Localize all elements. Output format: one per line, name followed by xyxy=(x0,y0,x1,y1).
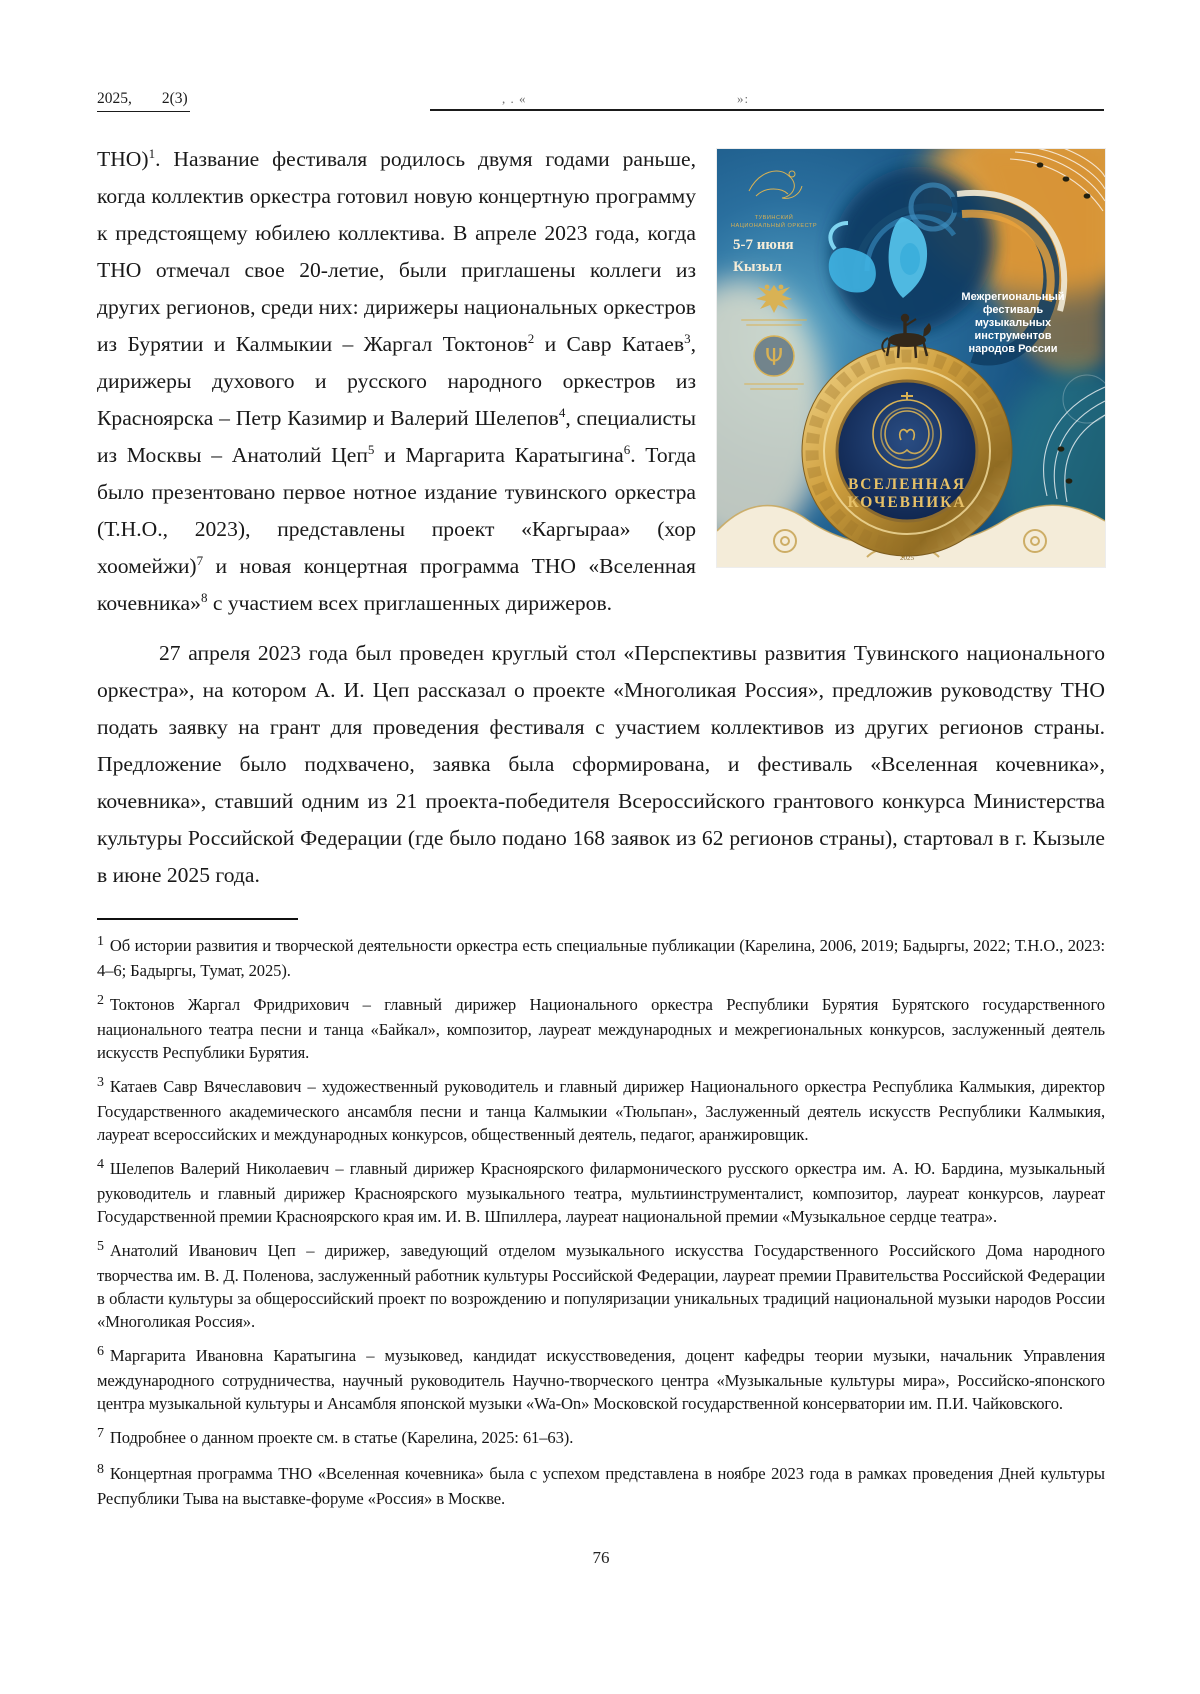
svg-text:Ψ: Ψ xyxy=(764,345,784,371)
footnote-ref: 6 xyxy=(623,442,631,457)
poster-org-caption-1: ТУВИНСКИЙ xyxy=(754,215,794,221)
footnote-number: 6 xyxy=(97,1344,104,1359)
footnote-ref: 8 xyxy=(200,590,208,605)
footnote-text: Об истории развития и творческой деятельности оркестра есть специальные публикации (Карелина, 2006, 2019; Бадыргы, 2022; Т.Н.О., 2023: 4–6; Бадыргы, Тумат, 2025). xyxy=(97,936,1105,980)
poster-city: Кызыл xyxy=(733,259,782,275)
text-and-poster-row xyxy=(97,141,1105,622)
page-number: 76 xyxy=(592,1548,610,1567)
medallion xyxy=(802,346,1012,556)
poster-dates: 5-7 июня xyxy=(733,237,794,253)
svg-text:музыкальных: музыкальных xyxy=(974,317,1052,329)
footnote-number: 5 xyxy=(97,1239,104,1254)
footnote-separator xyxy=(97,918,298,920)
header-rule xyxy=(430,109,1104,111)
festival-wordmark xyxy=(961,291,1064,355)
footnote-text: Анатолий Иванович Цеп – дирижер, заведующий отделом музыкального искусства Государственного Российского Дома народного творчества им. В. Д. Поленова, заслуженный работник культуры Российской Федерации, лауреат премии Правительства Российской Федерации в области культуры за общероссийский проект по возрождению и популяризации уникальных традиций национальной музыки народов России «Многоликая Россия». xyxy=(97,1241,1105,1331)
running-header xyxy=(97,90,1104,116)
footnote-text: Токтонов Жаргал Фридрихович – главный дирижер Национального оркестра Республики Бурятия Бурятского государственного национального театра песни и танца «Байкал», композитор, лауреат международных и межрегиональных конкурсов, заслуженный деятель искусств Республики Бурятия. xyxy=(97,995,1105,1062)
article-content xyxy=(97,141,1105,1521)
footnote-ref: 2 xyxy=(527,331,535,346)
poster-artwork xyxy=(717,149,1105,567)
footnote xyxy=(97,934,1105,982)
lyre-icon xyxy=(754,336,794,376)
header-fragment-right: »: xyxy=(737,91,750,106)
header-issue-number: 2(3) xyxy=(161,90,188,107)
footnotes-list xyxy=(97,934,1105,1510)
body-paragraph-1: ТНО)$^1$. Название фестиваля родилось двумя годами раньше, когда коллектив оркестра готовил новую концертную программу к предстоящему юбилею коллектива. В апреле 2023 года, когда ТНО отмечал свое 20-летие, были приглашены коллеги из других регионов, среди них: дирижеры национальных оркестров из Бурятии и Калмыкии – Жаргал Токтонов$^2$ и Савр Катаев$^3$, дирижеры духового и русского народного оркестров из Красноярска – Петр Казимир и Валерий Шелепов$^4$, специалисты из Москвы – Анатолий Цеп$^5$ и Маргарита Каратыгина$^6$. Тогда было презентовано первое нотное издание тувинского оркестра (Т.Н.О., 2023), представлены проект «Каргыраа» (хор хоомейжи)$^7$ и новая концертная программа ТНО «Вселенная кочевника»$^8$ с участием всех приглашенных дирижеров. xyxy=(97,146,697,615)
svg-text:народов России: народов России xyxy=(968,343,1058,355)
footnote-ref: 1 xyxy=(148,146,156,161)
footnote-text: Катаев Савр Вячеславович – художественный руководитель и главный дирижер Национального оркестра Республика Калмыкия, директор Государственного академического ансамбля песни и танца Калмыкии «Тюльпан», Заслуженный деятель искусств Республики Калмыкия, лауреат всероссийских и международных конкурсов, общественный деятель, педагог, аранжировщик. xyxy=(97,1077,1105,1144)
footnote-ref: 4 xyxy=(558,405,566,420)
footnote-number: 1 xyxy=(97,934,104,949)
footnote-text: Шелепов Валерий Николаевич – главный дирижер Красноярского филармонического русского оркестра им. А. Ю. Бардина, музыкальный руководитель и главный дирижер Красноярского музыкального театра, мультиинструменталист, композитор, лауреат конкурсов, лауреат Государственной премии Красноярского края им. И. В. Шпиллера, лауреат национальной премии «Музыкальное сердце театра». xyxy=(97,1159,1105,1226)
footnote xyxy=(97,1426,1105,1451)
footnote-number: 2 xyxy=(97,993,104,1008)
footnote xyxy=(97,993,1105,1064)
footnote xyxy=(97,1462,1105,1510)
footnote-number: 8 xyxy=(97,1462,104,1477)
footnote-text: Концертная программа ТНО «Вселенная кочевника» была с успехом представлена в ноябре 2023 года в рамках проведения Дней культуры Республики Тыва на выставке-форуме «Россия» в Москве. xyxy=(97,1464,1105,1508)
svg-text:инструментов: инструментов xyxy=(974,330,1052,342)
footnote xyxy=(97,1075,1105,1146)
footnote-number: 7 xyxy=(97,1426,104,1441)
footnote xyxy=(97,1344,1105,1415)
footnote-ref: 7 xyxy=(196,553,204,568)
poster-title-line2: КОЧЕВНИКА xyxy=(847,494,967,511)
footnote-text: Подробнее о данном проекте см. в статье (Карелина, 2025: 61–63). xyxy=(109,1428,574,1447)
footnote-ref: 3 xyxy=(684,331,691,346)
header-fragment-left: , . « xyxy=(502,91,527,106)
poster-year: 2025 xyxy=(900,554,914,562)
svg-text:Межрегиональный: Межрегиональный xyxy=(961,291,1065,303)
header-issue xyxy=(97,90,190,112)
body-paragraph-2: 27 апреля 2023 года был проведен круглый стол «Перспективы развития Тувинского национального оркестра», на котором А. И. Цеп рассказал о проекте «Многоликая Россия», предложив руководству ТНО подать заявку на грант для проведения фестиваля с участием коллективов из других регионов страны. Предложение было подхвачено, заявка была сформирована, и фестиваль «Вселенная кочевника», кочевника», ставший одним из 21 проекта-победителя Всероссийского грантового конкурса Министерства культуры Российской Федерации (где было подано 168 заявок из 62 регионов страны), стартовал в г. Кызыле в июне 2025 года. xyxy=(97,641,1105,887)
footnote-number: 4 xyxy=(97,1157,104,1172)
header-issue-year: 2025, xyxy=(97,90,132,107)
footnote-number: 3 xyxy=(97,1075,104,1090)
festival-poster-image xyxy=(717,149,1105,567)
footnote xyxy=(97,1157,1105,1228)
svg-text:фестиваль: фестиваль xyxy=(982,304,1044,316)
poster-title-line1: ВСЕЛЕННАЯ xyxy=(847,476,967,493)
footnote-text: Маргарита Ивановна Каратыгина – музыковед, кандидат искусствоведения, доцент кафедры теории музыки, начальник Управления международного сотрудничества, научный руководитель Научно-творческого центра «Музыкальные культуры мира», Российско-японского центра музыкальной культуры и Ансамбля японской музыки «Wa-On» Московской государственной консерватории им. П.И. Чайковского. xyxy=(97,1346,1105,1413)
poster-org-caption-2: НАЦИОНАЛЬНЫЙ ОРКЕСТР xyxy=(730,223,818,229)
footnote-ref: 5 xyxy=(367,442,375,457)
footnote xyxy=(97,1239,1105,1333)
